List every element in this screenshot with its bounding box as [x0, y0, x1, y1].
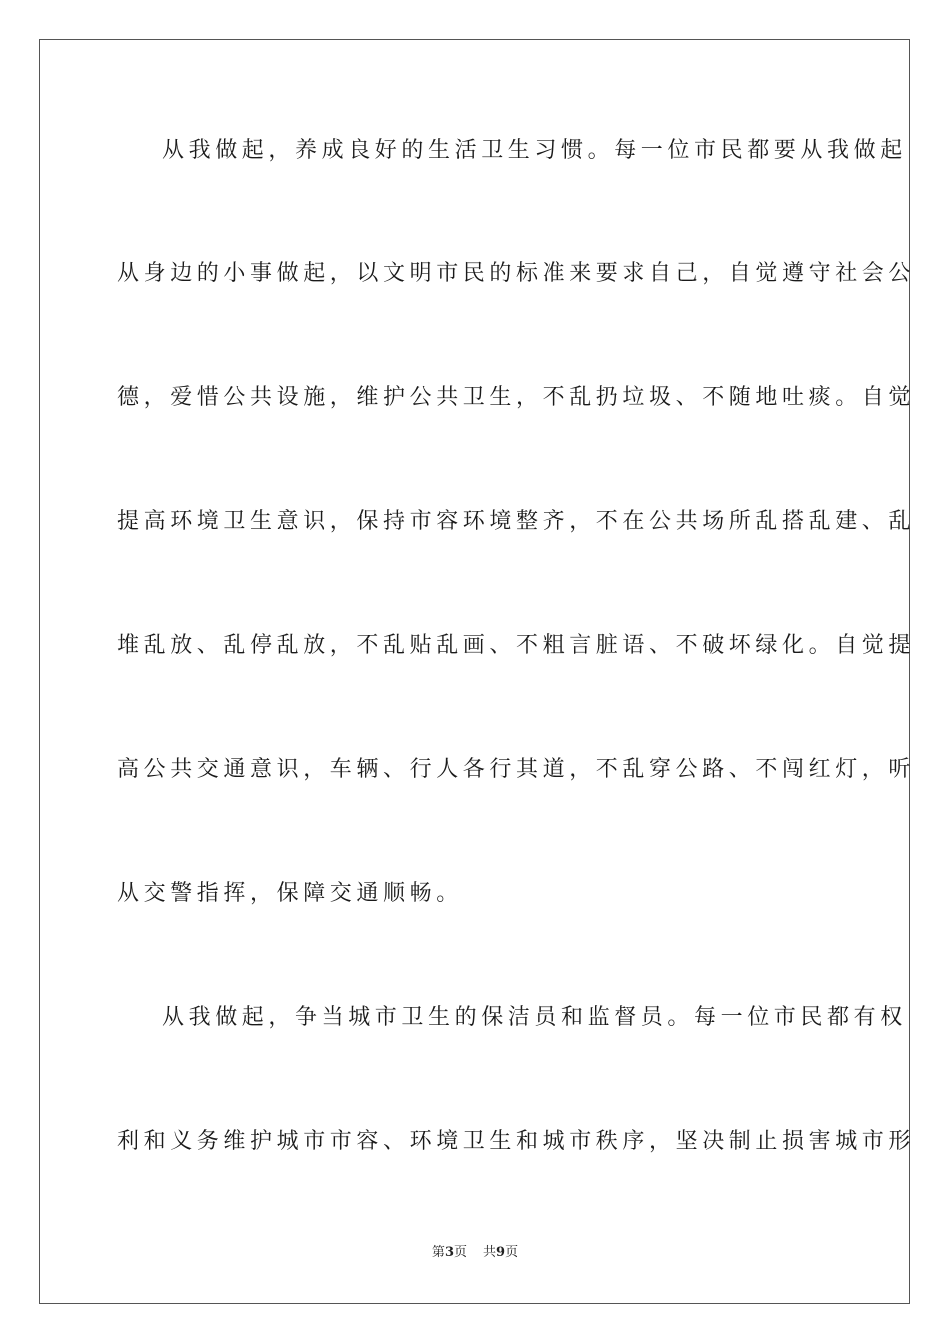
total-prefix: 共: [483, 1245, 497, 1260]
paragraph-1-line-6: 高公共交通意识，车辆、行人各行其道，不乱穿公路、不闯红灯，听: [117, 757, 916, 782]
total-suffix: 页: [505, 1245, 519, 1260]
page-number: 3: [444, 1245, 454, 1260]
paragraph-2-line-1: 从我做起，争当城市卫生的保洁员和监督员。每一位市民都有权: [162, 1005, 907, 1030]
total-pages: 9: [496, 1245, 506, 1260]
paragraph-2-line-2: 利和义务维护城市市容、环境卫生和城市秩序，坚决制止损害城市形: [117, 1129, 916, 1154]
page-prefix: 第: [431, 1245, 445, 1260]
paragraph-1-line-7: 从交警指挥，保障交通顺畅。: [117, 881, 463, 906]
page-footer: [0, 1245, 950, 1261]
paragraph-1-line-1: 从我做起，养成良好的生活卫生习惯。每一位市民都要从我做起: [162, 138, 907, 163]
paragraph-1-line-3: 德，爱惜公共设施，维护公共卫生，不乱扔垃圾、不随地吐痰。自觉: [117, 385, 916, 410]
paragraph-1-line-5: 堆乱放、乱停乱放，不乱贴乱画、不粗言脏语、不破坏绿化。自觉提: [117, 633, 916, 658]
paragraph-1-line-2: 从身边的小事做起，以文明市民的标准来要求自己，自觉遵守社会公: [117, 261, 916, 286]
page-suffix: 页: [453, 1245, 467, 1260]
paragraph-1-line-4: 提高环境卫生意识，保持市容环境整齐，不在公共场所乱搭乱建、乱: [117, 509, 916, 534]
page-border: [39, 39, 916, 1304]
